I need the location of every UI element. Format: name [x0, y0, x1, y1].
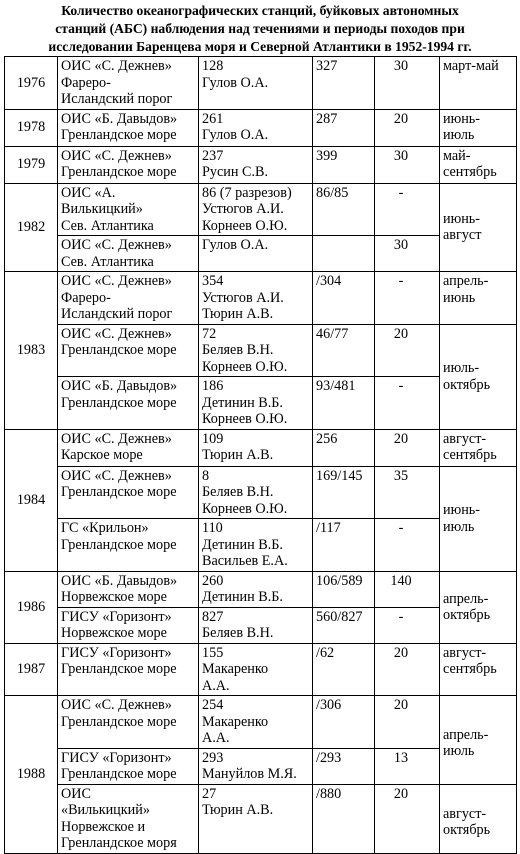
researcher-line: 27 — [202, 785, 217, 802]
period-cell — [440, 466, 517, 571]
researcher-line: Макаренко — [202, 661, 269, 677]
vessel-line: ГИСУ «Горизонт» — [61, 608, 172, 625]
days-cell: - — [375, 272, 440, 325]
researcher-line: 237 — [202, 147, 224, 164]
researcher-line: Васильев Е.А. — [202, 553, 288, 569]
stations-cell: 93/481 — [313, 377, 375, 430]
table-row — [5, 146, 517, 183]
year-cell: 1976 — [5, 57, 58, 110]
stations-cell: /62 — [313, 643, 375, 696]
period-line: август- — [443, 805, 487, 822]
vessel-cell — [58, 696, 199, 749]
table-row — [5, 696, 517, 749]
table-row — [5, 643, 517, 696]
vessel-line: Гренландское моря — [61, 835, 177, 851]
period-line: июль — [443, 743, 475, 760]
vessel-line: Исландский порог — [61, 306, 173, 322]
table-caption — [0, 2, 520, 56]
days-cell: 20 — [375, 109, 440, 146]
days-cell: 20 — [375, 784, 440, 853]
researcher-line: Макаренко — [202, 713, 269, 730]
researcher-line: Устюгов А.И. — [202, 201, 284, 217]
vessel-line: ОИС «С. Дежнев» — [61, 237, 172, 253]
vessel-line: ОИС «С. Дежнев» — [61, 430, 172, 447]
period-cell — [440, 784, 517, 853]
year-cell: 1983 — [5, 272, 58, 430]
researcher-line: 109 — [202, 430, 224, 447]
researcher-line: А.А. — [202, 677, 230, 694]
vessel-line: ГИСУ «Горизонт» — [61, 749, 172, 766]
vessel-cell — [58, 183, 199, 236]
year-cell: 1978 — [5, 109, 58, 146]
days-cell: - — [375, 607, 440, 643]
table-row — [5, 571, 517, 607]
days-cell: - — [375, 377, 440, 430]
vessel-cell — [58, 324, 199, 377]
table-row — [5, 466, 517, 519]
researcher-line: Корнеев О.Ю. — [202, 358, 288, 375]
researcher-line: Тюрин А.В. — [202, 802, 274, 818]
vessel-cell — [58, 607, 199, 643]
year-cell: 1982 — [5, 183, 58, 272]
year-cell: 1986 — [5, 571, 58, 643]
days-cell: 30 — [375, 236, 440, 272]
period-cell — [440, 643, 517, 696]
period-cell — [440, 146, 517, 183]
stations-cell — [313, 236, 375, 272]
vessel-line: Гренландское море — [61, 766, 177, 782]
vessel-line: ГС «Крильон» — [61, 520, 149, 536]
days-cell: 30 — [375, 146, 440, 183]
vessel-line: Гренландское море — [61, 661, 177, 677]
year-cell: 1987 — [5, 643, 58, 696]
caption-line: Количество океанографических станций, буйковых автономных — [61, 3, 459, 18]
table-row — [5, 324, 517, 377]
vessel-line: Гренландское море — [61, 484, 177, 500]
researchers-cell — [199, 696, 313, 749]
period-line: март-май — [443, 58, 499, 74]
vessel-cell — [58, 272, 199, 325]
vessel-line: Фареро- — [61, 74, 111, 91]
stations-cell: /880 — [313, 784, 375, 853]
researchers-cell — [199, 466, 313, 519]
period-line: июль- — [443, 360, 480, 376]
researcher-line: 261 — [202, 110, 224, 127]
vessel-line: Гренландское море — [61, 164, 177, 180]
researcher-line: Беляев В.Н. — [202, 625, 274, 641]
period-line: сентябрь — [443, 164, 497, 180]
period-line: июль — [443, 127, 475, 143]
period-line: сентябрь — [443, 447, 497, 463]
vessel-line: «Вилькицкий» — [61, 802, 150, 818]
table-body — [5, 57, 517, 854]
researcher-line: 72 — [202, 325, 217, 342]
vessel-line: Гренландское море — [61, 394, 177, 411]
researcher-line: Детинин В.Б. — [202, 589, 283, 605]
researchers-cell — [199, 519, 313, 572]
stations-cell: /117 — [313, 519, 375, 572]
researchers-cell — [199, 607, 313, 643]
researchers-cell — [199, 377, 313, 430]
researcher-line: Гулов О.А. — [202, 237, 269, 253]
vessel-line: Гренландское море — [61, 127, 177, 143]
researcher-line: Тюрин А.В. — [202, 306, 274, 322]
vessel-line: Вилькицкий» — [61, 201, 143, 217]
researcher-line: Беляев В.Н. — [202, 342, 274, 358]
vessel-line: ГИСУ «Горизонт» — [61, 644, 172, 661]
vessel-line: Норвежское и — [61, 818, 146, 835]
days-cell: 20 — [375, 643, 440, 696]
vessel-line: ОИС «С. Дежнев» — [61, 147, 172, 164]
vessel-line: ОИС «С. Дежнев» — [61, 325, 172, 342]
stations-cell: /304 — [313, 272, 375, 325]
vessel-cell — [58, 109, 199, 146]
days-cell: 30 — [375, 57, 440, 110]
vessel-line: Карское море — [61, 447, 143, 463]
researchers-cell — [199, 643, 313, 696]
researcher-line: 186 — [202, 378, 224, 394]
vessel-line: ОИС «С. Дежнев» — [61, 467, 172, 484]
caption-line: исследовании Баренцева моря и Северной Атлантики в 1952-1994 гг. — [48, 39, 472, 54]
stations-cell: 86/85 — [313, 183, 375, 236]
period-line: июль — [443, 518, 475, 535]
period-cell — [440, 324, 517, 429]
vessel-line: ОИС «Б. Давыдов» — [61, 378, 178, 394]
period-line: июнь- — [443, 210, 480, 227]
caption-line: станций (АБС) наблюдения над течениями и периоды походов при — [55, 21, 465, 36]
researchers-cell — [199, 183, 313, 236]
table-row — [5, 57, 517, 110]
vessel-line: Норвежское море — [61, 625, 167, 641]
vessel-cell — [58, 236, 199, 272]
researchers-cell — [199, 272, 313, 325]
researcher-line: Устюгов А.И. — [202, 289, 284, 306]
researcher-line: Детинин В.Б. — [202, 394, 283, 411]
period-line: сентябрь — [443, 661, 497, 677]
vessel-cell — [58, 571, 199, 607]
expeditions-table — [4, 56, 517, 854]
researcher-line: 155 — [202, 644, 224, 661]
table-row — [5, 272, 517, 325]
researchers-cell — [199, 146, 313, 183]
researcher-line: Корнеев О.Ю. — [202, 411, 288, 427]
stations-cell: 560/827 — [313, 607, 375, 643]
stations-cell: 169/145 — [313, 466, 375, 519]
days-cell: 35 — [375, 466, 440, 519]
table-row — [5, 784, 517, 853]
vessel-line: ОИС «Б. Давыдов» — [61, 110, 178, 127]
year-cell: 1988 — [5, 696, 58, 854]
researchers-cell — [199, 236, 313, 272]
period-line: октябрь — [443, 822, 491, 838]
period-cell — [440, 571, 517, 643]
year-cell: 1979 — [5, 146, 58, 183]
researcher-line: 293 — [202, 749, 224, 766]
period-cell — [440, 429, 517, 466]
vessel-cell — [58, 748, 199, 784]
vessel-cell — [58, 429, 199, 466]
researchers-cell — [199, 324, 313, 377]
researcher-line: Гулов О.А. — [202, 127, 269, 143]
researcher-line: 260 — [202, 572, 224, 589]
stations-cell: 46/77 — [313, 324, 375, 377]
days-cell: 13 — [375, 748, 440, 784]
vessel-line: Гренландское море — [61, 713, 177, 730]
researcher-line: Корнеев О.Ю. — [202, 500, 288, 517]
days-cell: 20 — [375, 429, 440, 466]
stations-cell: 106/589 — [313, 571, 375, 607]
vessel-line: Гренландское море — [61, 342, 177, 358]
vessel-line: ОИС «А. — [61, 184, 116, 201]
researchers-cell — [199, 109, 313, 146]
stations-cell: 399 — [313, 146, 375, 183]
table-row — [5, 183, 517, 236]
period-line: апрель- — [443, 590, 489, 607]
researcher-line: 110 — [202, 520, 223, 536]
days-cell: - — [375, 183, 440, 236]
period-line: июнь- — [443, 502, 480, 518]
period-line: октябрь — [443, 607, 491, 623]
vessel-line: ОИС — [61, 785, 91, 802]
vessel-cell — [58, 57, 199, 110]
vessel-line: Сев. Атлантика — [61, 253, 154, 270]
vessel-line: Фареро- — [61, 289, 111, 306]
days-cell: 20 — [375, 696, 440, 749]
period-line: апрель- — [443, 726, 489, 743]
vessel-line: Гренландское море — [61, 536, 177, 553]
period-line: июнь- — [443, 110, 480, 127]
stations-cell: 287 — [313, 109, 375, 146]
period-cell — [440, 57, 517, 110]
researcher-line: Беляев В.Н. — [202, 484, 274, 500]
vessel-cell — [58, 519, 199, 572]
researchers-cell — [199, 57, 313, 110]
period-line: апрель- — [443, 273, 489, 289]
days-cell: 140 — [375, 571, 440, 607]
period-cell — [440, 272, 517, 325]
vessel-line: ОИС «Б. Давыдов» — [61, 572, 178, 589]
period-line: октябрь — [443, 376, 491, 393]
researchers-cell — [199, 784, 313, 853]
researcher-line: Гулов О.А. — [202, 74, 269, 91]
vessel-line: Норвежское море — [61, 589, 167, 605]
researcher-line: 128 — [202, 58, 224, 74]
vessel-line: Исландский порог — [61, 91, 173, 107]
vessel-line: ОИС «С. Дежнев» — [61, 273, 172, 289]
table-row — [5, 429, 517, 466]
period-line: август- — [443, 644, 487, 661]
period-cell — [440, 109, 517, 146]
researcher-line: 8 — [202, 467, 210, 484]
researcher-line: Русин С.В. — [202, 164, 269, 180]
vessel-line: Сев. Атлантика — [61, 217, 154, 234]
vessel-cell — [58, 784, 199, 853]
stations-cell: /306 — [313, 696, 375, 749]
researcher-line: Корнеев О.Ю. — [202, 217, 288, 234]
vessel-cell — [58, 643, 199, 696]
researcher-line: 86 (7 разрезов) — [202, 184, 292, 201]
researchers-cell — [199, 571, 313, 607]
researcher-line: Тюрин А.В. — [202, 447, 274, 463]
vessel-cell — [58, 146, 199, 183]
researchers-cell — [199, 429, 313, 466]
period-line: август- — [443, 430, 487, 447]
days-cell: - — [375, 519, 440, 572]
vessel-cell — [58, 466, 199, 519]
table-row — [5, 109, 517, 146]
stations-cell: 327 — [313, 57, 375, 110]
period-line: май- — [443, 147, 471, 164]
year-cell: 1984 — [5, 429, 58, 571]
days-cell: 20 — [375, 324, 440, 377]
period-cell — [440, 183, 517, 272]
stations-cell: 256 — [313, 429, 375, 466]
period-cell — [440, 696, 517, 785]
researcher-line: Мануйлов М.Я. — [202, 766, 297, 782]
period-line: июнь — [443, 289, 476, 306]
period-line: август — [443, 227, 482, 244]
researchers-cell — [199, 748, 313, 784]
researcher-line: 254 — [202, 697, 224, 713]
researcher-line: 354 — [202, 273, 224, 289]
stations-cell: /293 — [313, 748, 375, 784]
vessel-line: ОИС «С. Дежнев» — [61, 58, 172, 74]
vessel-cell — [58, 377, 199, 430]
researcher-line: А.А. — [202, 730, 230, 746]
vessel-line: ОИС «С. Дежнев» — [61, 697, 172, 713]
researcher-line: Детинин В.Б. — [202, 536, 283, 553]
researcher-line: 827 — [202, 608, 224, 625]
